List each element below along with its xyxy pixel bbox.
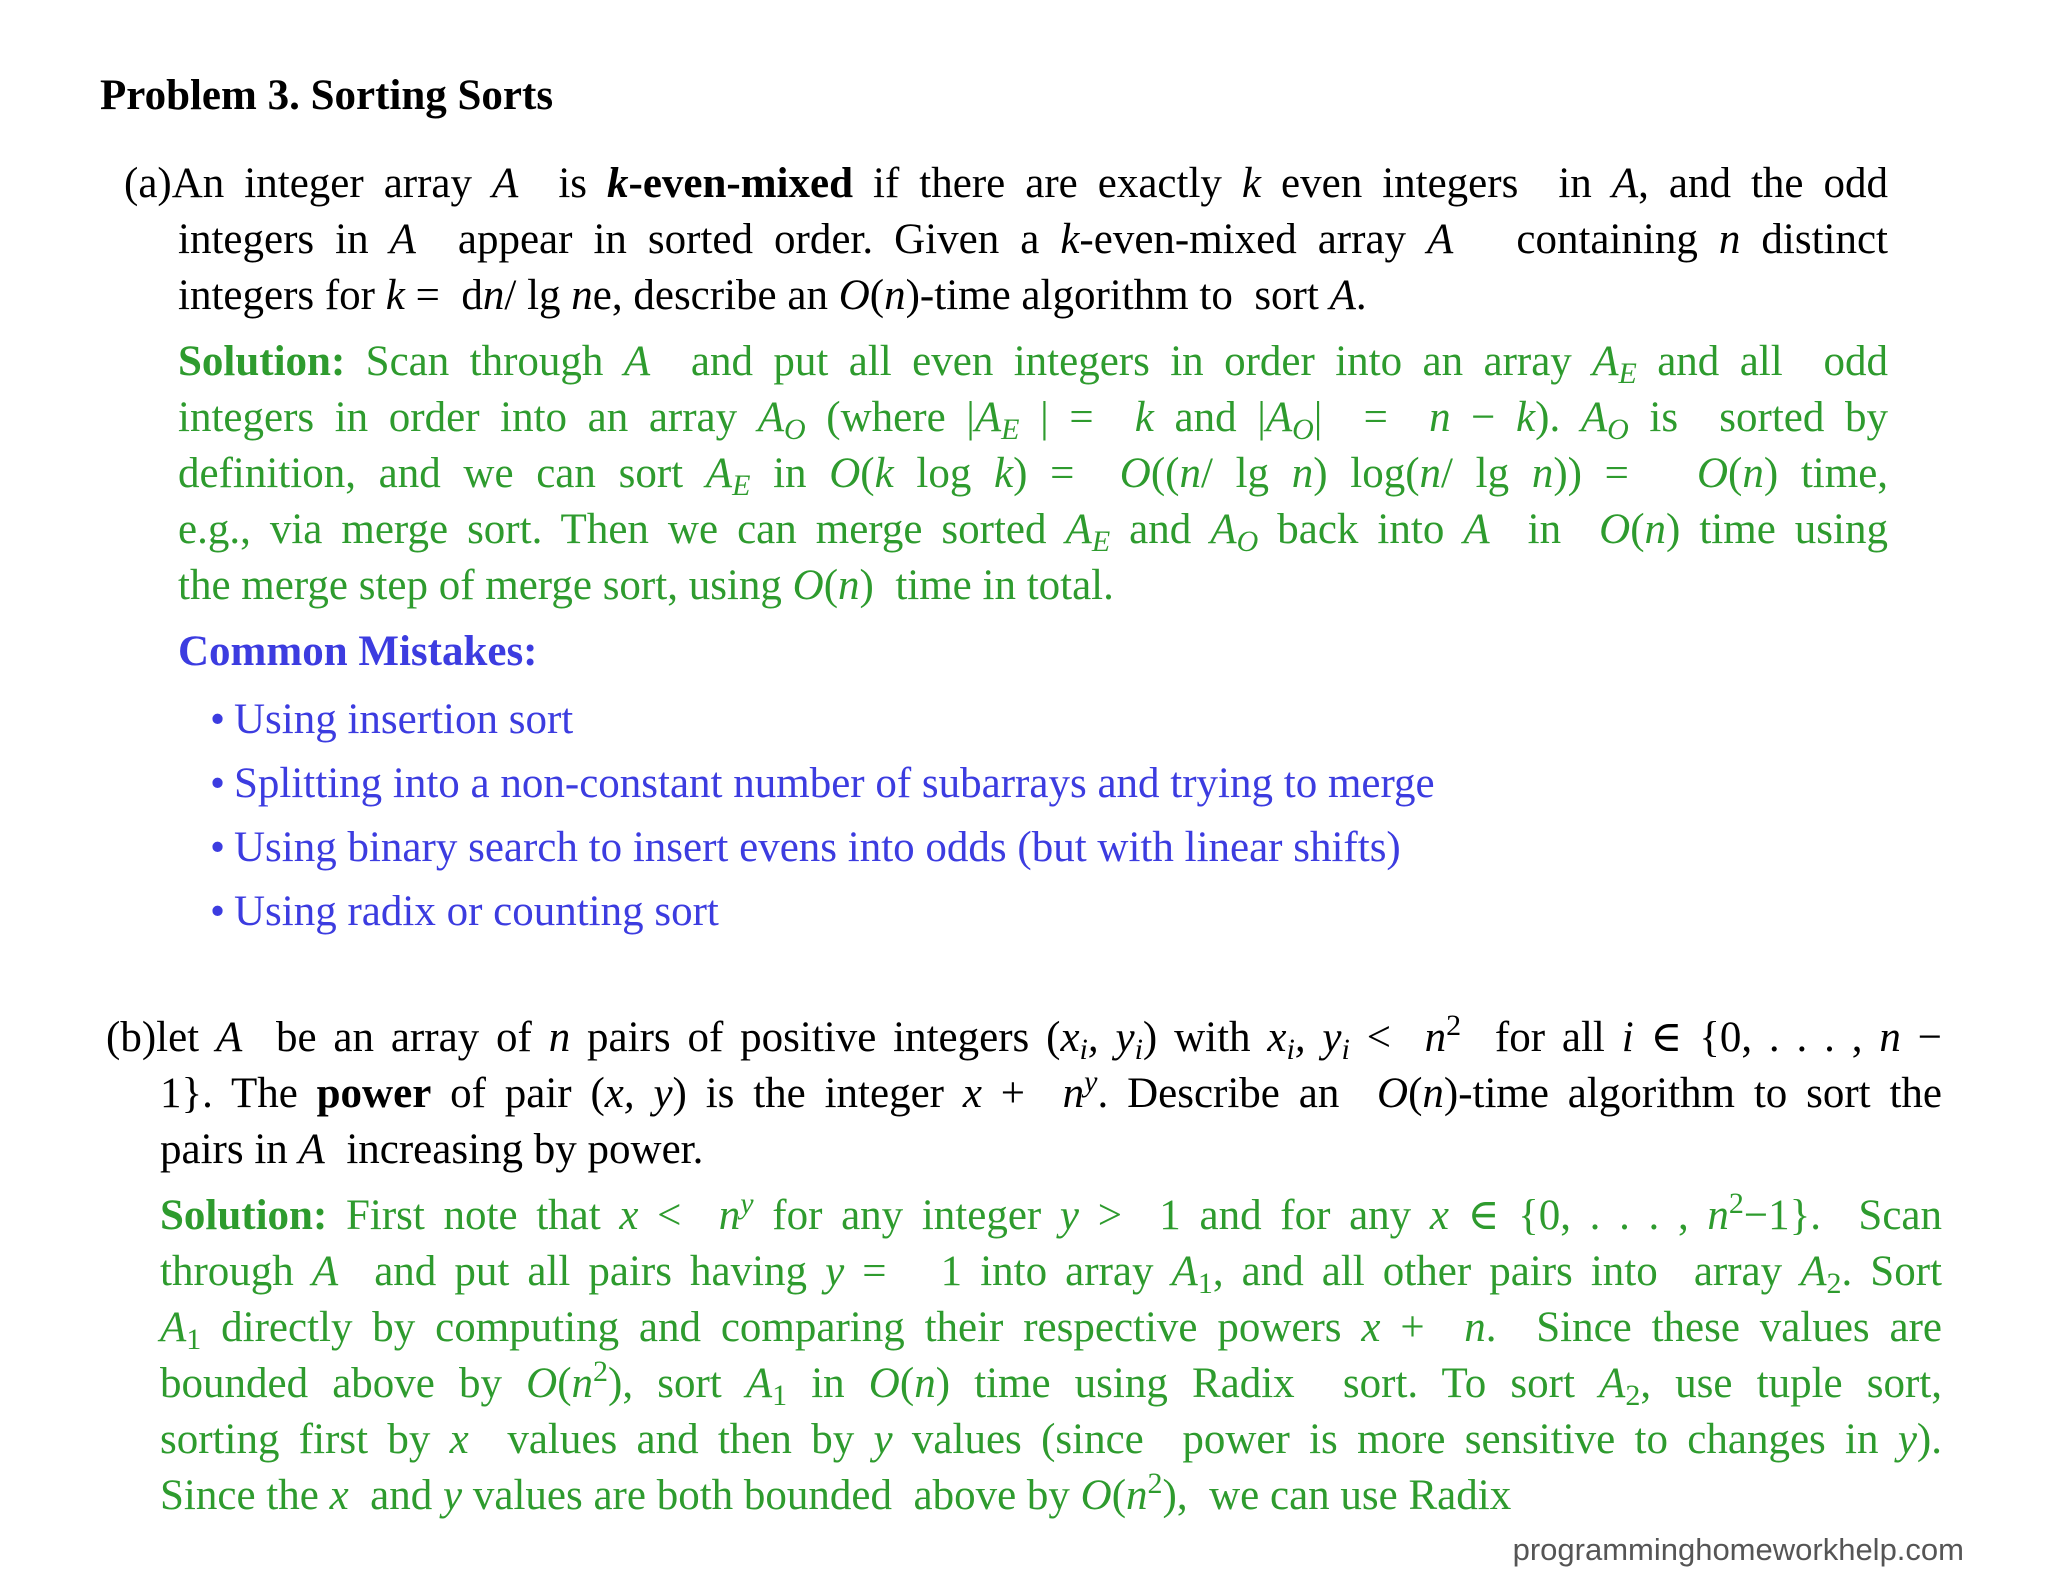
- footer-watermark: programminghomeworkhelp.com: [1512, 1532, 1964, 1567]
- part-a-label: (a): [124, 160, 172, 207]
- bullet-icon: •: [210, 696, 226, 743]
- bullet-icon: •: [210, 824, 226, 871]
- problem-title: Problem 3. Sorting Sorts: [100, 72, 554, 119]
- part-a-solution-label: Solution:: [178, 338, 346, 385]
- bullet-icon: •: [210, 888, 226, 935]
- mistakes-heading: Common Mistakes:: [178, 628, 538, 675]
- part-b-solution-label: Solution:: [160, 1192, 328, 1239]
- part-b-label: (b): [106, 1014, 157, 1061]
- bullet-icon: •: [210, 760, 226, 807]
